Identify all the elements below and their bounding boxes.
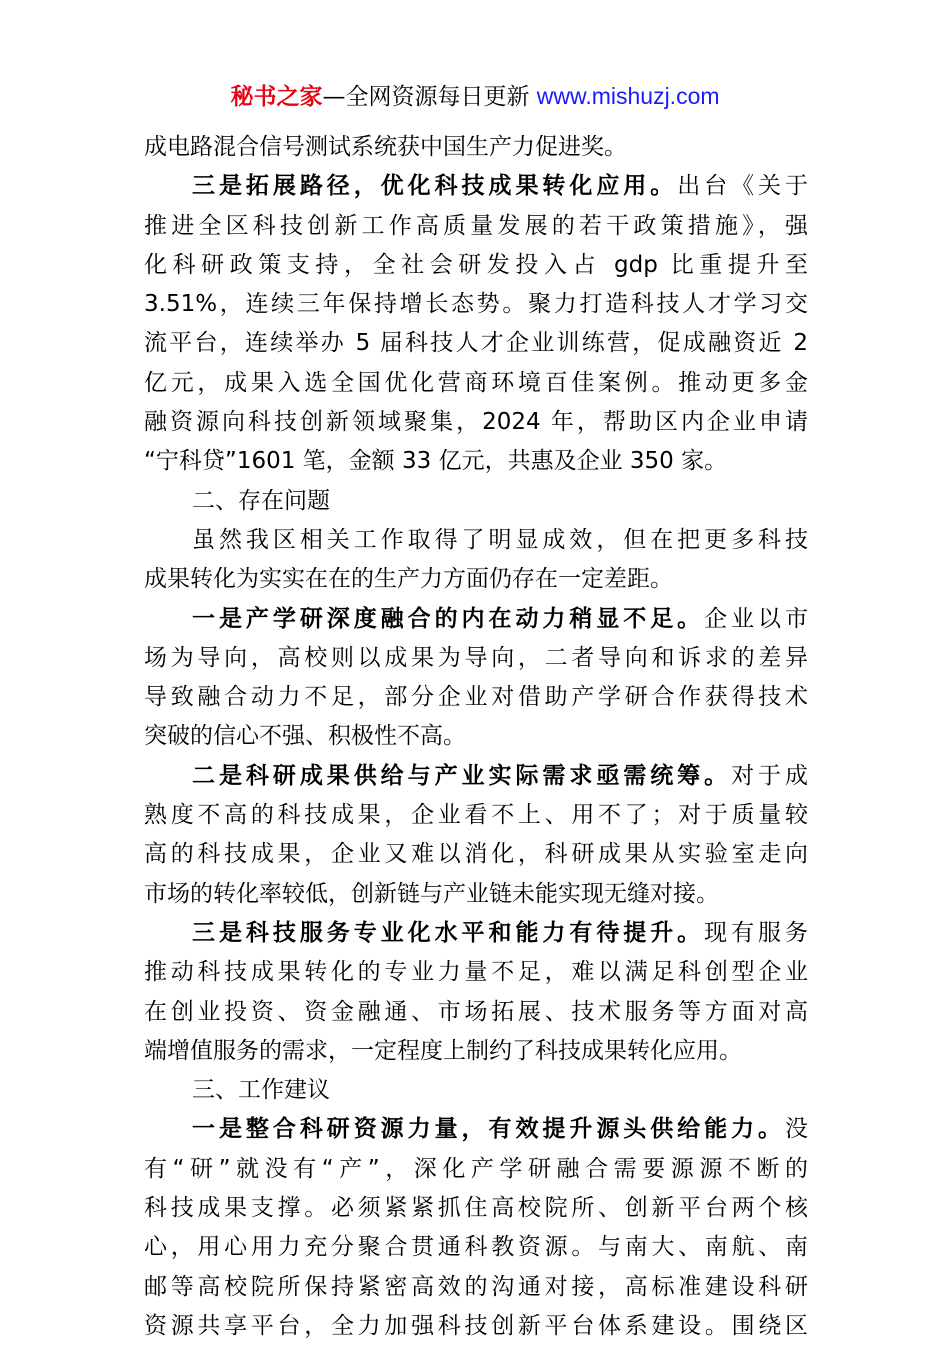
site-header — [0, 80, 950, 113]
text-line: 场为导向，高校则以成果为导向，二者导向和诉求的差异 — [144, 644, 808, 671]
document-body — [144, 128, 808, 1346]
text-line: 3.51%，连续三年保持增长态势。聚力打造科技人才学习交 — [144, 291, 808, 318]
paragraph-start: 一是产学研深度融合的内在动力稍显不足。企业以市 — [192, 605, 809, 632]
text-line: “宁科贷”1601 笔，金额 33 亿元，共惠及企业 350 家。 — [144, 448, 728, 475]
paragraph-start: 三是拓展路径，优化科技成果转化应用。出台《关于 — [192, 173, 809, 200]
section-heading: 三、工作建议 — [192, 1077, 330, 1104]
section-heading: 二、存在问题 — [192, 487, 330, 514]
bold-lead: 一是整合科研资源力量，有效提升源头供给能力。 — [192, 1116, 785, 1143]
text-line: 熟度不高的科技成果，企业看不上、用不了；对于质量较 — [144, 802, 808, 829]
paragraph-start: 二是科研成果供给与产业实际需求亟需统筹。对于成 — [192, 762, 809, 789]
text-line: 流平台，连续举办 5 届科技人才企业训练营，促成融资近 2 — [144, 330, 808, 357]
text-line: 有“研”就没有“产”，深化产学研融合需要源源不断的 — [144, 1155, 808, 1182]
bold-lead: 二是科研成果供给与产业实际需求亟需统筹。 — [192, 762, 732, 789]
text-line: 科技成果支撑。必须紧紧抓住高校院所、创新平台两个核 — [144, 1195, 808, 1222]
text-line: 推进全区科技创新工作高质量发展的若干政策措施》，强 — [144, 212, 808, 239]
site-url-link[interactable]: www.mishuzj.com — [536, 83, 720, 109]
bold-lead: 三是拓展路径，优化科技成果转化应用。 — [192, 173, 678, 200]
text-line: 心，用心用力充分聚合贯通科教资源。与南大、南航、南 — [144, 1234, 808, 1261]
text-line: 高的科技成果，企业又难以消化，科研成果从实验室走向 — [144, 841, 808, 868]
text-line: 端增值服务的需求，一定程度上制约了科技成果转化应用。 — [144, 1037, 742, 1064]
text-line: 成电路混合信号测试系统获中国生产力促进奖。 — [144, 134, 627, 160]
text-line: 邮等高校院所保持紧密高效的沟通对接，高标准建设科研 — [144, 1273, 808, 1300]
text-line: 导致融合动力不足，部分企业对借助产学研合作获得技术 — [144, 684, 808, 711]
text-line: 成果转化为实实在在的生产力方面仍存在一定差距。 — [144, 566, 673, 593]
text-line: 在创业投资、资金融通、市场拓展、技术服务等方面对高 — [144, 998, 808, 1025]
text-line: 化科研政策支持，全社会研发投入占 gdp 比重提升至 — [144, 251, 808, 278]
text-line: 资源共享平台，全力加强科技创新平台体系建设。围绕区 — [144, 1312, 808, 1339]
text-line: 市场的转化率较低，创新链与产业链未能实现无缝对接。 — [144, 880, 719, 907]
text-line: 突破的信心不强、积极性不高。 — [144, 723, 466, 750]
text-line: 融资源向科技创新领域聚集，2024 年，帮助区内企业申请 — [144, 409, 808, 436]
text-line: 亿元，成果入选全国优化营商环境百佳案例。推动更多金 — [144, 369, 808, 396]
text-line: 推动科技成果转化的专业力量不足，难以满足科创型企业 — [144, 959, 808, 986]
header-tagline: —全网资源每日更新 — [322, 84, 537, 110]
brand-name: 秘书之家 — [230, 84, 323, 110]
paragraph-start: 一是整合科研资源力量，有效提升源头供给能力。没 — [192, 1116, 808, 1143]
paragraph-start: 三是科技服务专业化水平和能力有待提升。现有服务 — [192, 919, 809, 946]
bold-lead: 一是产学研深度融合的内在动力稍显不足。 — [192, 605, 705, 632]
bold-lead: 三是科技服务专业化水平和能力有待提升。 — [192, 919, 705, 946]
paragraph-start: 虽然我区相关工作取得了明显成效，但在把更多科技 — [192, 526, 808, 553]
